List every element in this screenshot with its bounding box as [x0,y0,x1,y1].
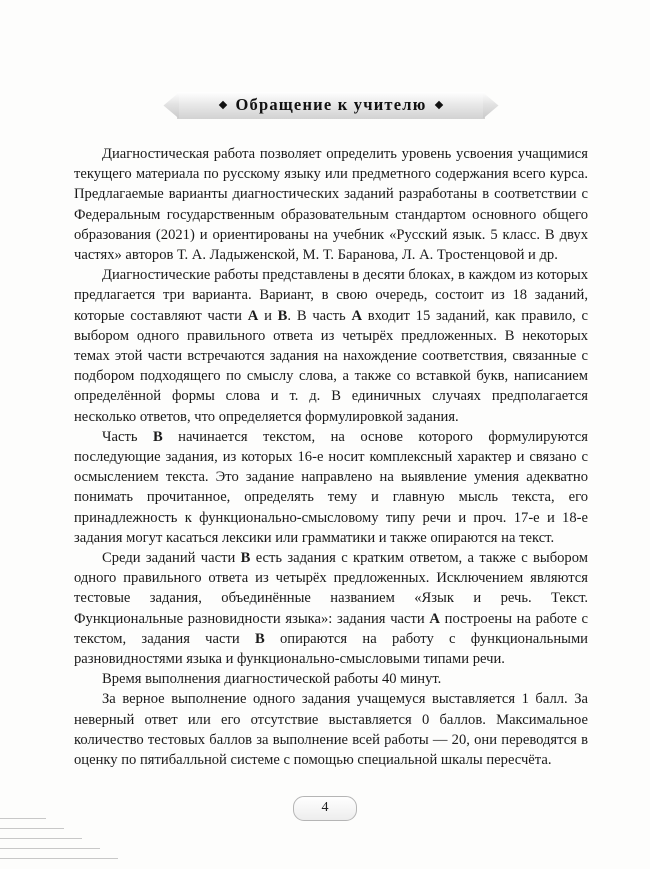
section-heading [74,92,588,122]
paragraph-6: За верное выполнение одного задания учащемуся выставляется 1 балл. За неверный ответ или его отсутствие выставляется 0 баллов. Максимальное количество тестовых баллов за выполнение всей работы — 20, они переводятся в оценку по пятибалльной системе с помощью специальной шкалы пересчёта. [74,691,588,769]
paragraph-5: Время выполнения диагностической работы 40 минут. [102,671,442,688]
page-number: 4 [293,796,357,821]
paragraph-3: Часть B начинается текстом, на основе которого формулируются последующие задания, из которых 16-е носит комплексный характер и связано с осмыслением текста. Это задание направлено на выявление умения адекватно понимать прочитанное, определять тему и главную мысль текста, его принадлежность к функционально-смысловому типу речи и проч. 17-е и 18-е задания могут касаться лексики или грамматики и также опираются на текст. [74,428,588,546]
diamond-left-icon [219,101,227,109]
heading-banner [177,92,484,119]
diamond-right-icon [434,101,442,109]
page-title: Обращение к учителю [235,95,427,114]
page-number-area [0,796,650,821]
paragraph-1: Диагностическая работа позволяет определить уровень усвоения учащимися текущего материала по русскому языку или предметного содержания всего курса. Предлагаемые варианты диагностических заданий разработаны в соответствии с Федеральным государственным образовательным стандартом основного общего образования (2021) и ориентированы на учебник «Русский язык. 5 класс. В двух частях» авторов Т. А. Ладыженской, М. Т. Баранова, Л. А. Тростенцовой и др. [74,146,588,264]
document-content [74,92,588,770]
part-label-b: B [152,428,163,445]
paragraph-4: Среди заданий части B есть задания с кратким ответом, а также с выбором одного правильного ответа из четырёх предложенных. Исключением являются тестовые задания, объединённые названием «Язык и речь. Текст. Функциональные разновидности языка»: задания части A построены на работе с текстом, задания части B опираются на работу с функциональными разновидностями языка и функционально-смысловыми типами речи. [74,550,588,668]
part-label-a: A [429,610,440,627]
part-label-b: B [240,550,251,567]
part-label-b: B [254,630,265,647]
part-label-a: A [351,307,362,324]
part-label-a: A [247,307,259,324]
paragraph-2: Диагностические работы представлены в десяти блоках, в каждом из которых предлагается три варианта. Вариант, в свою очередь, состоит из 18 заданий, которые составляют части A и B. В часть A входит 15 заданий, как правило, с выбором одного правильного ответа из четырёх предложенных. В некоторых темах этой части встречаются задания на нахождение соответствия, связанные с подбором подходящего по смыслу слова, а также со вставкой букв, написанием определённой формы слова и т. д. В единичных случаях предполагается несколько ответов, что определяется формулировкой задания. [74,267,589,425]
part-label-b: B [277,307,288,324]
